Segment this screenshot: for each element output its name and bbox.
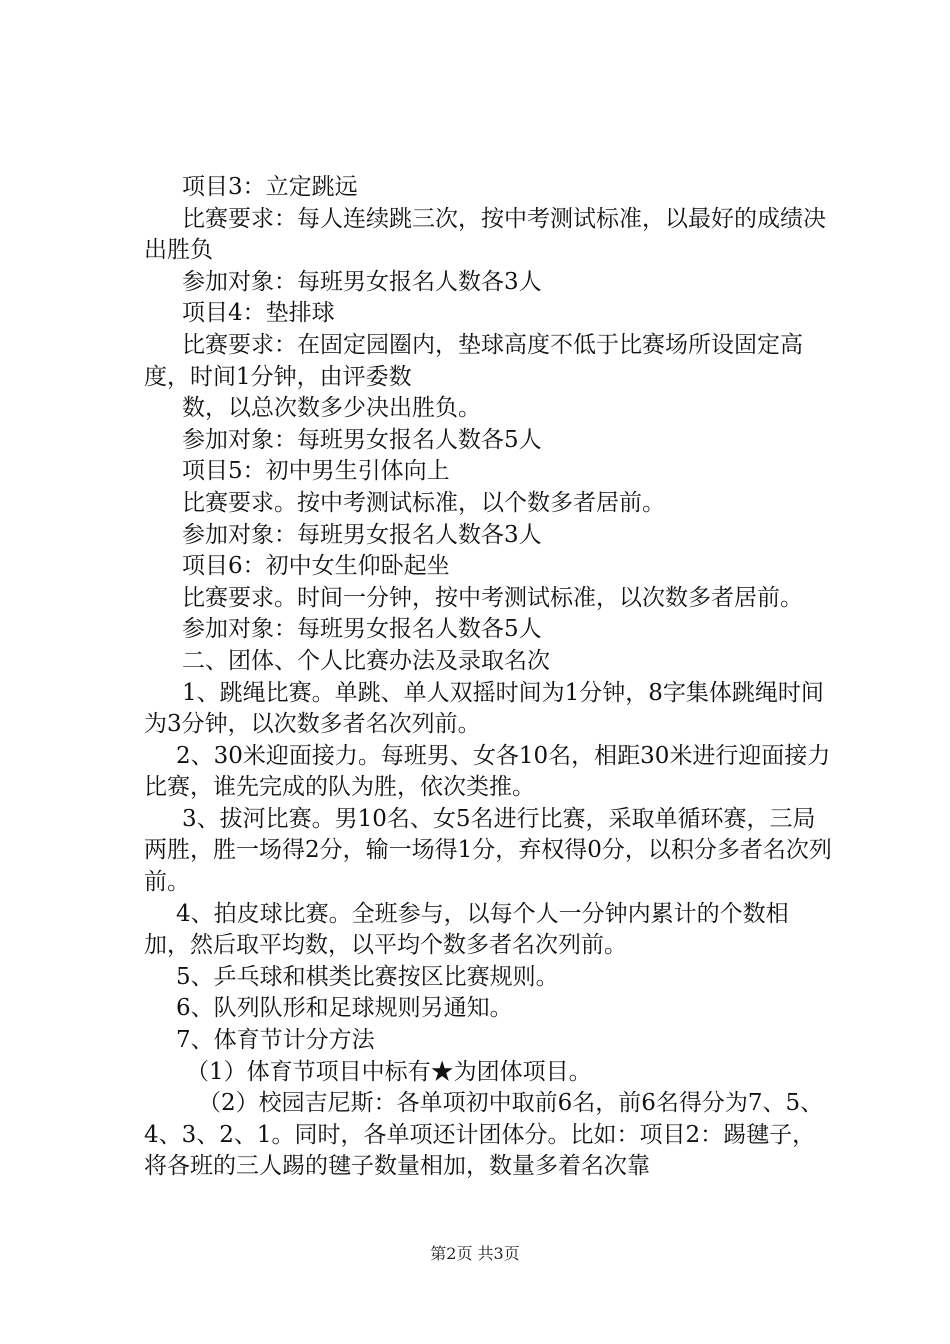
section-heading-team-individual: 二、团体、个人比赛办法及录取名次 xyxy=(182,647,550,674)
rule-relay: 2、30米迎面接力。每班男、女各10名，相距30米进行迎面接力比赛，谁先完成的队为胜，依次类推。 xyxy=(144,742,831,801)
rule-tug-of-war: 3、拔河比赛。男10名、女5名进行比赛，采取单循环赛，三局两胜，胜一场得2分，输一场得1分，弃权得0分，以积分多者名次列前。 xyxy=(144,805,832,896)
scoring-note-2: （2）校园吉尼斯：各单项初中取前6名，前6名得分为7、5、4、3、2、1。同时，各单项还计团体分。比如：项目2：踢毽子，将各班的三人踢的毽子数量相加，数量多着名次靠 xyxy=(144,1090,824,1180)
item-3-participants: 参加对象：每班男女报名人数各3人 xyxy=(182,268,542,295)
item-6-participants: 参加对象：每班男女报名人数各5人 xyxy=(182,616,542,643)
item-6-title: 项目6：初中女生仰卧起坐 xyxy=(182,553,450,580)
item-4-title: 项目4：垫排球 xyxy=(182,300,335,327)
item-5-participants: 参加对象：每班男女报名人数各3人 xyxy=(182,521,542,548)
rule-ball-bounce: 4、拍皮球比赛。全班参与，以每个人一分钟内累计的个数相加，然后取平均数，以平均个数多者名次列前。 xyxy=(144,900,789,959)
item-5-title: 项目5：初中男生引体向上 xyxy=(182,458,450,485)
item-6-rules: 比赛要求。时间一分钟，按中考测试标准，以次数多者居前。 xyxy=(182,584,803,611)
page-number-footer: 第2页 共3页 xyxy=(430,1244,520,1263)
rule-jump-rope: 1、跳绳比赛。单跳、单人双摇时间为1分钟，8字集体跳绳时间为3分钟，以次数多者名次列前。 xyxy=(144,679,824,738)
item-3-title: 项目3：立定跳远 xyxy=(182,174,358,200)
item-5-rules: 比赛要求。按中考测试标准，以个数多者居前。 xyxy=(182,489,665,516)
document-body xyxy=(144,172,834,1183)
item-4-rules-continued: 数，以总次数多少决出胜负。 xyxy=(182,395,481,422)
rule-table-tennis-chess: 5、乒乓球和棋类比赛按区比赛规则。 xyxy=(176,963,559,990)
rule-formation-football: 6、队列队形和足球规则另通知。 xyxy=(176,995,513,1022)
item-4-rules: 比赛要求：在固定园圈内，垫球高度不低于比赛场所设固定高度，时间1分钟，由评委数 xyxy=(144,331,803,390)
scoring-method-heading: 7、体育节计分方法 xyxy=(176,1027,375,1054)
item-3-rules: 比赛要求：每人连续跳三次，按中考测试标准，以最好的成绩决出胜负 xyxy=(144,205,826,264)
item-4-participants: 参加对象：每班男女报名人数各5人 xyxy=(182,426,542,453)
scoring-note-1: （1）体育节项目中标有★为团体项目。 xyxy=(186,1058,592,1085)
